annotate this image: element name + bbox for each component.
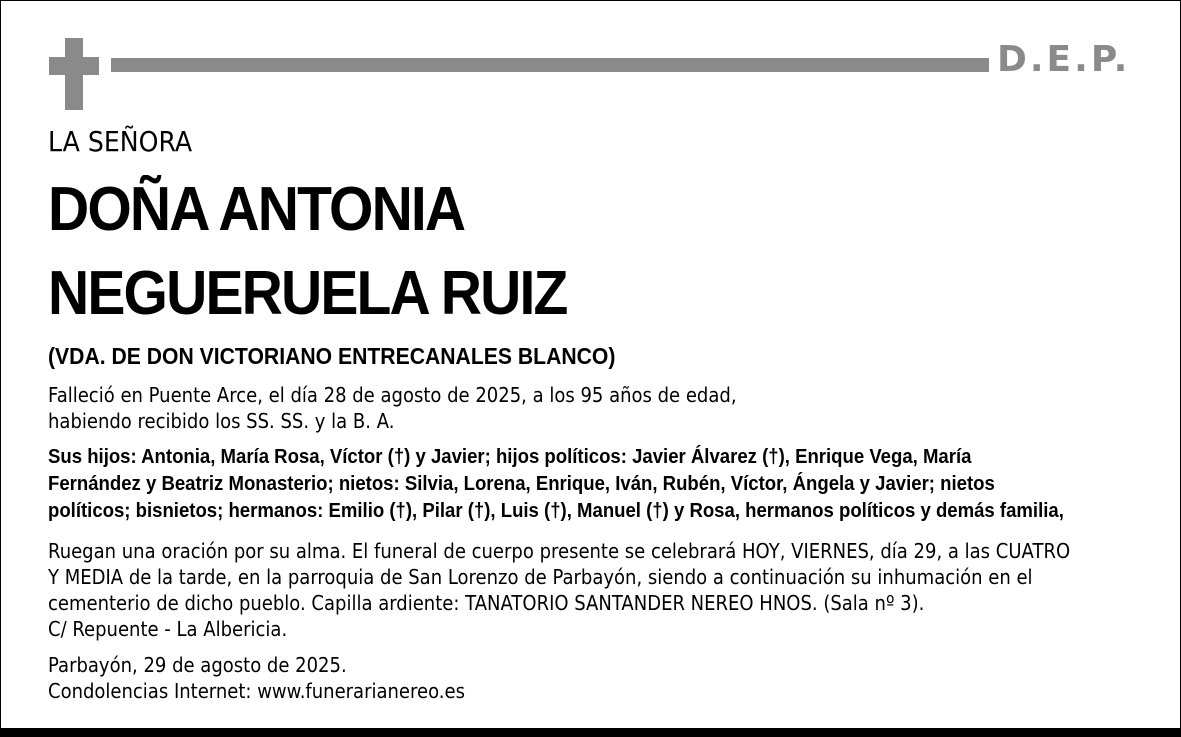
death-line: habiendo recibido los SS. SS. y la B. A. xyxy=(48,409,395,433)
intro-label: LA SEÑORA xyxy=(48,125,193,158)
closing-line: Condolencias Internet: www.funerarianereo.es xyxy=(48,679,465,703)
header-rule xyxy=(111,58,989,72)
deceased-name-line1: DOÑA ANTONIA xyxy=(48,175,465,244)
dep-label: D.E.P. xyxy=(997,39,1131,80)
deceased-name-line2: NEGUERUELA RUIZ xyxy=(48,259,567,328)
closing-paragraph xyxy=(48,652,465,704)
family-line: Fernández y Beatriz Monasterio; nietos: Silvia, Lorena, Enrique, Iván, Rubén, Víctor, Ángela y Javier; nietos xyxy=(48,473,995,495)
funeral-line: Y MEDIA de la tarde, en la parroquia de San Lorenzo de Parbayón, siendo a continuación su inhumación en el xyxy=(48,565,1033,589)
funeral-line: cementerio de dicho pueblo. Capilla ardiente: TANATORIO SANTANDER NEREO HNOS. (Sala nº 3). xyxy=(48,591,925,615)
family-line: Sus hijos: Antonia, María Rosa, Víctor (†) y Javier; hijos políticos: Javier Álvarez (†), Enrique Vega, María xyxy=(48,446,972,468)
widow-of-line: (VDA. DE DON VICTORIANO ENTRECANALES BLANCO) xyxy=(48,343,616,369)
death-line: Falleció en Puente Arce, el día 28 de agosto de 2025, a los 95 años de edad, xyxy=(48,383,737,407)
cross-icon-bar xyxy=(49,57,99,75)
closing-line: Parbayón, 29 de agosto de 2025. xyxy=(48,653,347,677)
funeral-paragraph xyxy=(48,538,1070,642)
family-line: políticos; bisnietos; hermanos: Emilio (†), Pilar (†), Luis (†), Manuel (†) y Rosa, hermanos políticos y demás familia, xyxy=(48,500,1064,522)
funeral-line: Ruegan una oración por su alma. El funeral de cuerpo presente se celebrará HOY, VIERNES, día 29, a las CUATRO xyxy=(48,539,1071,563)
funeral-line: C/ Repuente - La Albericia. xyxy=(48,617,288,641)
death-paragraph xyxy=(48,382,737,434)
family-paragraph xyxy=(48,444,1064,525)
